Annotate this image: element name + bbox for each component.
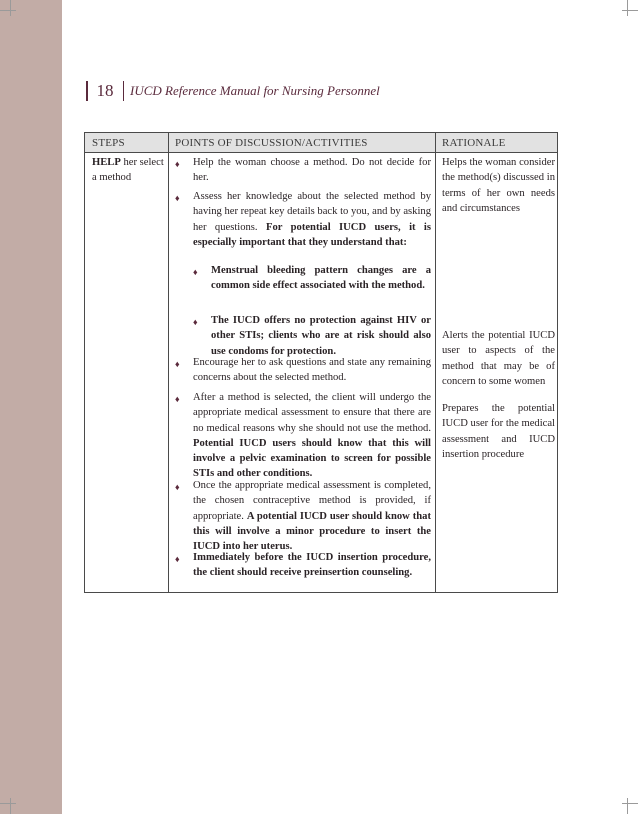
diamond-bullet-icon: ♦	[193, 267, 198, 277]
rationale-text: Prepares the potential IUCD user for the medical assessment and IUCD insertion procedure	[442, 403, 555, 460]
list-item	[175, 155, 431, 186]
list-item-text	[175, 550, 431, 581]
list-item-body: Encourage her to ask questions and state any remaining concerns about the selected method.	[193, 357, 431, 384]
diamond-bullet-icon: ♦	[175, 159, 180, 169]
crop-mark	[10, 798, 11, 814]
diamond-bullet-icon: ♦	[175, 482, 180, 492]
header-rule	[86, 81, 88, 101]
list-item-text	[175, 155, 431, 186]
column-header-steps: STEPS	[92, 137, 125, 149]
list-item	[175, 550, 431, 581]
list-item-body: After a method is selected, the client will undergo the appropriate medical assessment to ensure that there are no medical reasons why she should not use the method.	[193, 392, 431, 434]
crop-mark	[0, 10, 16, 11]
list-item	[175, 355, 431, 386]
list-item	[175, 390, 431, 482]
column-divider	[168, 133, 169, 592]
counseling-table	[84, 132, 558, 593]
crop-mark	[627, 0, 628, 16]
list-item-text	[193, 263, 431, 294]
column-header-rationale: RATIONALE	[442, 137, 506, 149]
list-item-emphasis: Immediately before the IUCD insertion procedure, the client should receive preinsertion counseling.	[193, 552, 431, 579]
header-title: IUCD Reference Manual for Nursing Personnel	[130, 83, 380, 98]
list-item-emphasis: Potential IUCD users should know that this will involve a pelvic examination to screen for possible STIs and other conditions.	[193, 437, 431, 480]
list-item-text	[175, 390, 431, 482]
step-text: her select a method	[92, 157, 164, 184]
list-item-emphasis: A potential IUCD user should know that this will involve a minor procedure to insert the IUCD into her uterus.	[193, 510, 431, 553]
sub-list-item	[193, 313, 431, 359]
rationale-text: Helps the woman consider the method(s) discussed in terms of her own needs and circumstances	[442, 157, 555, 214]
header-rule	[123, 81, 125, 101]
crop-mark	[10, 0, 11, 16]
table-header	[85, 133, 557, 153]
list-item	[175, 478, 431, 554]
page-number: 18	[96, 81, 114, 100]
crop-mark	[622, 10, 638, 11]
column-divider	[435, 133, 436, 592]
list-item-emphasis: The IUCD offers no protection against HIV or other STIs; clients who are at risk should also use condoms for protection.	[211, 315, 431, 357]
list-item-body: Help the woman choose a method. Do not decide for her.	[193, 157, 431, 184]
step-cell	[92, 155, 168, 186]
list-item-body: Assess her knowledge about the selected method by having her repeat key details back to you, and by asking her questions.	[193, 191, 431, 233]
list-item	[175, 189, 431, 250]
list-item-text	[175, 478, 431, 554]
diamond-bullet-icon: ♦	[175, 554, 180, 564]
diamond-bullet-icon: ♦	[193, 317, 198, 327]
crop-mark	[622, 803, 638, 804]
list-item-text	[175, 189, 431, 250]
diamond-bullet-icon: ♦	[175, 359, 180, 369]
list-item-emphasis: Menstrual bleeding pattern changes are a common side effect associated with the method.	[211, 265, 431, 292]
diamond-bullet-icon: ♦	[175, 394, 180, 404]
step-keyword: HELP	[92, 157, 121, 168]
list-item-text	[175, 355, 431, 386]
diamond-bullet-icon: ♦	[175, 193, 180, 203]
rationale-text: Alerts the potential IUCD user to aspects of the method that may be of concern to some women	[442, 330, 555, 387]
crop-mark	[0, 803, 16, 804]
list-item-body: Once the appropriate medical assessment is completed, the chosen contraceptive method is provided, if appropriate.	[193, 480, 431, 522]
list-item-text	[193, 313, 431, 359]
sub-list-item	[193, 263, 431, 294]
column-header-points: POINTS OF DISCUSSION/ACTIVITIES	[175, 137, 368, 149]
running-header	[86, 80, 380, 102]
side-band	[0, 0, 62, 814]
crop-mark	[627, 798, 628, 814]
list-item-emphasis: For potential IUCD users, it is especially important that they understand that:	[193, 221, 431, 248]
